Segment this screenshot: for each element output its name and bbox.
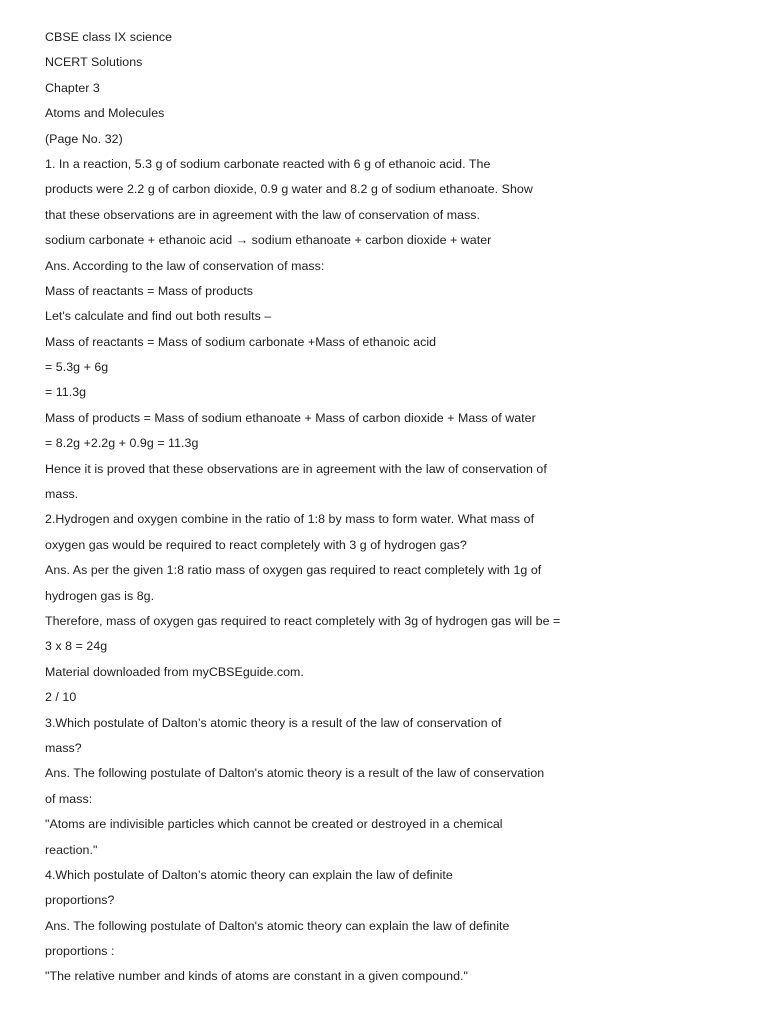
source-footer: Material downloaded from myCBSEguide.com. <box>45 664 304 679</box>
answer-1-line-6: = 11.3g <box>45 385 87 400</box>
answer-4-line-3: "The relative number and kinds of atoms are constant in a given compound." <box>45 969 468 984</box>
reaction-equation: sodium carbonate + ethanoic acid → sodium ethanoate + carbon dioxide + water <box>45 233 492 248</box>
answer-2-line-4: 3 x 8 = 24g <box>45 639 108 654</box>
question-2-line-2: oxygen gas would be required to react completely with 3 g of hydrogen gas? <box>45 537 467 552</box>
answer-1-line-8: = 8.2g +2.2g + 0.9g = 11.3g <box>45 436 199 451</box>
answer-1-line-4: Mass of reactants = Mass of sodium carbonate +Mass of ethanoic acid <box>45 334 437 349</box>
answer-1-line-2: Mass of reactants = Mass of products <box>45 283 254 298</box>
answer-3-line-4: reaction." <box>45 842 98 857</box>
answer-1-line-9: Hence it is proved that these observations are in agreement with the law of conservation of <box>45 461 547 476</box>
header-course: CBSE class IX science <box>45 30 173 44</box>
document-page <box>45 25 745 990</box>
answer-4-line-1: Ans. The following postulate of Dalton's atomic theory can explain the law of definite <box>45 918 510 933</box>
page-counter: 2 / 10 <box>45 690 77 705</box>
header-solutions: NCERT Solutions <box>45 55 143 70</box>
question-1-line-3: that these observations are in agreement with the law of conservation of mass. <box>45 207 481 222</box>
answer-3-line-1: Ans. The following postulate of Dalton's atomic theory is a result of the law of conservation <box>45 766 545 781</box>
answer-3-line-3: "Atoms are indivisible particles which cannot be created or destroyed in a chemical <box>45 817 503 832</box>
question-2-line-1: 2.Hydrogen and oxygen combine in the ratio of 1:8 by mass to form water. What mass of <box>45 512 535 527</box>
question-3-line-1: 3.Which postulate of Dalton’s atomic theory is a result of the law of conservation of <box>45 715 502 730</box>
question-1-line-1: 1. In a reaction, 5.3 g of sodium carbonate reacted with 6 g of ethanoic acid. The <box>45 156 491 171</box>
answer-1-line-5: = 5.3g + 6g <box>45 360 109 375</box>
answer-1-line-10: mass. <box>45 487 79 502</box>
question-4-line-1: 4.Which postulate of Dalton’s atomic theory can explain the law of definite <box>45 867 453 882</box>
answer-4-line-2: proportions : <box>45 944 115 959</box>
header-page-number: (Page No. 32) <box>45 131 123 146</box>
header-chapter: Chapter 3 <box>45 80 100 95</box>
answer-1-line-1: Ans. According to the law of conservation of mass: <box>45 258 325 273</box>
answer-2-line-2: hydrogen gas is 8g. <box>45 588 155 603</box>
question-1-line-2: products were 2.2 g of carbon dioxide, 0.9 g water and 8.2 g of sodium ethanoate. Show <box>45 182 533 197</box>
answer-3-line-2: of mass: <box>45 791 93 806</box>
answer-1-line-3: Let's calculate and find out both results – <box>45 309 272 324</box>
question-3-line-2: mass? <box>45 740 82 755</box>
answer-2-line-3: Therefore, mass of oxygen gas required to react completely with 3g of hydrogen gas will be = <box>45 613 561 628</box>
question-4-line-2: proportions? <box>45 893 115 908</box>
answer-2-line-1: Ans. As per the given 1:8 ratio mass of oxygen gas required to react completely with 1g of <box>45 563 542 578</box>
header-chapter-title: Atoms and Molecules <box>45 106 165 121</box>
answer-1-line-7: Mass of products = Mass of sodium ethanoate + Mass of carbon dioxide + Mass of water <box>45 410 536 425</box>
